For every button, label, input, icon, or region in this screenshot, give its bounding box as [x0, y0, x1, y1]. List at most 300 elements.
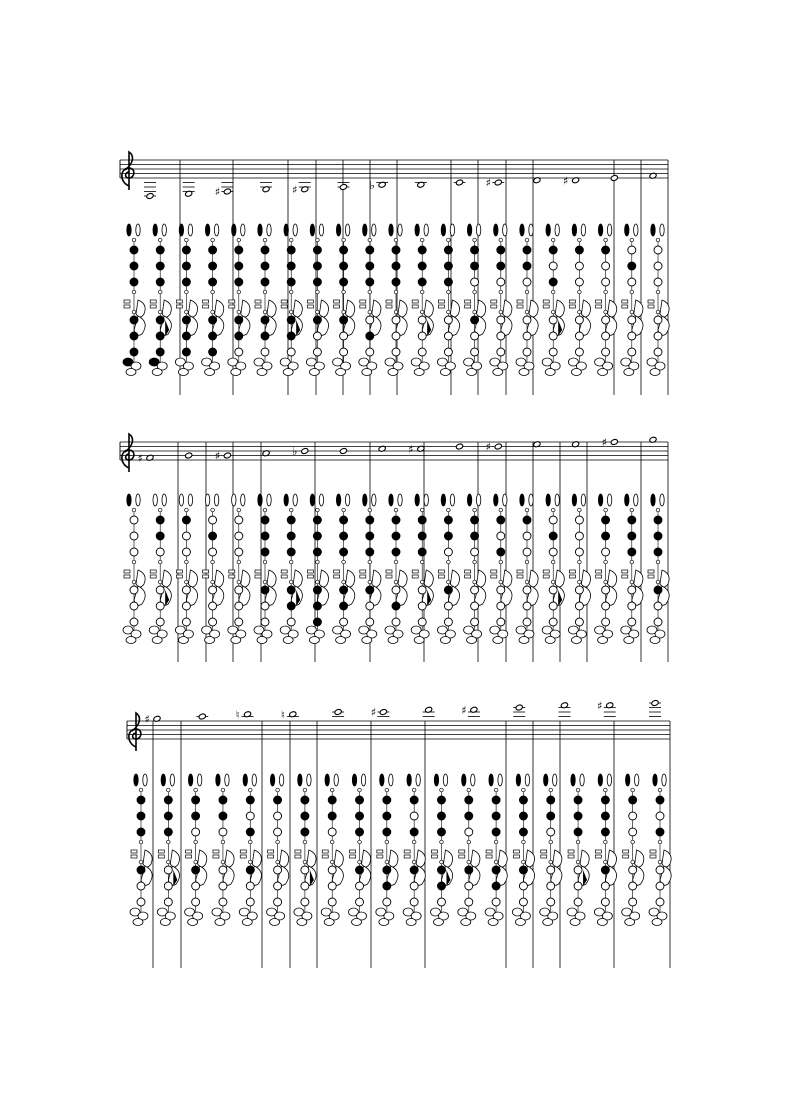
- octave-key: [415, 224, 419, 236]
- side-key: [416, 774, 420, 786]
- side-key: [124, 575, 130, 578]
- fingering-diagram: [490, 224, 512, 376]
- tone-hole: [628, 316, 636, 324]
- pearl-key: [263, 238, 267, 242]
- tone-hole: [547, 796, 555, 804]
- pearl-key: [525, 290, 529, 294]
- palm-key: [372, 570, 381, 587]
- tone-hole: [313, 602, 321, 610]
- side-key: [569, 570, 575, 573]
- pearl-key: [467, 788, 471, 792]
- side-key: [150, 305, 156, 308]
- fingering-diagram: [437, 494, 459, 644]
- pearl-key: [303, 860, 307, 864]
- fingering-diagram: [157, 774, 179, 926]
- side-key: [648, 570, 654, 573]
- fingering-diagram: [359, 494, 381, 644]
- tone-hole: [192, 796, 200, 804]
- note: [486, 441, 503, 454]
- pearl-key: [139, 840, 143, 844]
- tone-hole: [287, 548, 295, 556]
- note: [292, 183, 311, 197]
- octave-key: [462, 774, 466, 786]
- tone-hole: [235, 246, 243, 254]
- side-key: [186, 855, 192, 858]
- tone-hole: [654, 548, 662, 556]
- tone-hole: [274, 812, 282, 820]
- pearl-key: [342, 580, 346, 584]
- fingering-diagram: [149, 494, 171, 644]
- tone-hole: [383, 828, 391, 836]
- tone-hole: [549, 532, 557, 540]
- pearl-key: [237, 238, 241, 242]
- pinky-key: [362, 369, 372, 376]
- side-key: [471, 774, 475, 786]
- fingering-diagram: [202, 494, 224, 644]
- pearl-key: [263, 580, 267, 584]
- tone-hole: [209, 262, 217, 270]
- tone-hole: [492, 796, 500, 804]
- tone-hole: [137, 898, 145, 906]
- tone-hole: [235, 262, 243, 270]
- side-key: [150, 300, 156, 303]
- tone-hole: [575, 618, 583, 626]
- tone-hole: [182, 548, 190, 556]
- note: [461, 704, 480, 717]
- side-key: [360, 300, 366, 303]
- tone-hole: [287, 516, 295, 524]
- pinky-key: [379, 919, 389, 926]
- side-key: [334, 570, 340, 573]
- tone-hole: [410, 882, 418, 890]
- pearl-key: [211, 580, 215, 584]
- pearl-key: [420, 560, 424, 564]
- tone-hole: [471, 618, 479, 626]
- pearl-key: [494, 840, 498, 844]
- tone-hole: [235, 516, 243, 524]
- pearl-key: [132, 580, 136, 584]
- side-key: [345, 224, 349, 236]
- tone-hole: [274, 796, 282, 804]
- pearl-key: [604, 840, 608, 844]
- tone-hole: [182, 348, 190, 356]
- pinky-key: [543, 919, 553, 926]
- pearl-key: [551, 290, 555, 294]
- side-key: [634, 224, 638, 236]
- pearl-key: [525, 238, 529, 242]
- side-key: [404, 850, 410, 853]
- fingering-diagram: [464, 494, 486, 644]
- side-key: [412, 300, 418, 303]
- pearl-key: [549, 840, 553, 844]
- side-key: [170, 774, 174, 786]
- fingering-diagram: [649, 774, 671, 926]
- tone-hole: [444, 316, 452, 324]
- palm-key: [188, 300, 197, 317]
- side-key: [543, 575, 549, 578]
- tone-hole: [549, 278, 557, 286]
- tone-hole: [130, 246, 138, 254]
- tone-hole: [628, 548, 636, 556]
- side-key: [443, 774, 447, 786]
- pearl-key: [631, 840, 635, 844]
- palm-key: [346, 570, 355, 587]
- tone-hole: [519, 812, 527, 820]
- fingering-diagram: [485, 774, 507, 926]
- side-key: [634, 774, 638, 786]
- tone-hole: [192, 898, 200, 906]
- tone-hole: [547, 828, 555, 836]
- tone-hole: [392, 316, 400, 324]
- tone-hole: [313, 316, 321, 324]
- tone-hole: [340, 316, 348, 324]
- tone-hole: [418, 548, 426, 556]
- palm-key: [170, 850, 179, 867]
- pinky-key: [493, 637, 503, 644]
- tone-hole: [656, 898, 664, 906]
- tone-hole: [523, 348, 531, 356]
- pearl-key: [447, 310, 451, 314]
- pearl-key: [194, 860, 198, 864]
- fingering-diagram: [490, 494, 512, 644]
- tone-hole: [235, 548, 243, 556]
- side-key: [281, 300, 287, 303]
- tone-hole: [497, 618, 505, 626]
- tone-hole: [628, 532, 636, 540]
- pearl-key: [420, 508, 424, 512]
- tone-hole: [601, 882, 609, 890]
- pearl-key: [656, 560, 660, 564]
- fingering-diagram: [306, 224, 328, 376]
- pearl-key: [248, 860, 252, 864]
- pearl-key: [158, 560, 162, 564]
- side-key: [595, 850, 601, 853]
- tone-hole: [261, 246, 269, 254]
- side-key: [281, 570, 287, 573]
- tone-hole: [575, 516, 583, 524]
- pearl-key: [368, 238, 372, 242]
- pearl-key: [211, 290, 215, 294]
- fingering-diagram: [123, 224, 145, 376]
- side-key: [268, 850, 274, 853]
- fingering-diagram: [647, 494, 669, 644]
- pearl-key: [412, 860, 416, 864]
- side-key: [252, 774, 256, 786]
- pearl-key: [263, 310, 267, 314]
- tone-hole: [471, 262, 479, 270]
- pinky-key: [336, 369, 346, 376]
- side-key: [131, 855, 137, 858]
- tone-hole: [301, 882, 309, 890]
- tone-hole: [392, 246, 400, 254]
- side-key: [389, 774, 393, 786]
- side-key: [503, 494, 507, 506]
- pearl-key: [578, 238, 582, 242]
- palm-key: [635, 850, 644, 867]
- octave-key: [598, 224, 602, 236]
- pearl-key: [358, 860, 362, 864]
- pearl-key: [604, 788, 608, 792]
- pearl-key: [385, 840, 389, 844]
- tone-hole: [301, 828, 309, 836]
- tone-hole: [602, 278, 610, 286]
- pearl-key: [237, 310, 241, 314]
- tone-hole: [156, 278, 164, 286]
- side-key: [517, 305, 523, 308]
- side-key: [465, 570, 471, 573]
- staff-system: [127, 699, 671, 968]
- side-key: [431, 850, 437, 853]
- side-key: [513, 850, 519, 853]
- side-key: [543, 305, 549, 308]
- pinky-key: [461, 919, 471, 926]
- pearl-key: [303, 840, 307, 844]
- tone-hole: [392, 516, 400, 524]
- side-key: [214, 224, 218, 236]
- tone-hole: [437, 882, 445, 890]
- tone-hole: [274, 882, 282, 890]
- side-key: [240, 850, 246, 853]
- tone-hole: [656, 866, 664, 874]
- octave-key: [179, 494, 183, 506]
- tone-hole: [287, 348, 295, 356]
- tone-hole: [156, 586, 164, 594]
- palm-key: [503, 570, 512, 587]
- tone-hole: [261, 348, 269, 356]
- side-key: [623, 850, 629, 853]
- side-key: [360, 305, 366, 308]
- notehead: [610, 439, 618, 446]
- tone-hole: [328, 898, 336, 906]
- palm-key: [162, 570, 171, 587]
- tone-hole: [156, 516, 164, 524]
- tone-hole: [235, 586, 243, 594]
- note: [144, 183, 156, 200]
- pearl-key: [499, 310, 503, 314]
- pearl-key: [185, 580, 189, 584]
- note: [454, 179, 466, 186]
- tone-hole: [235, 618, 243, 626]
- octave-key: [598, 774, 602, 786]
- pearl-key: [604, 860, 608, 864]
- side-key: [517, 575, 523, 578]
- tone-hole: [497, 532, 505, 540]
- treble-clef-icon: [122, 152, 134, 190]
- tone-hole: [497, 262, 505, 270]
- pearl-key: [656, 310, 660, 314]
- tone-hole: [261, 618, 269, 626]
- tone-hole: [366, 516, 374, 524]
- tone-hole: [261, 516, 269, 524]
- fingering-diagram: [568, 224, 590, 376]
- tone-hole: [418, 516, 426, 524]
- palm-key: [136, 300, 145, 317]
- pearl-key: [494, 788, 498, 792]
- side-key: [386, 575, 392, 578]
- palm-key: [188, 570, 197, 587]
- side-key: [124, 300, 130, 303]
- pearl-key: [578, 508, 582, 512]
- palm-key: [136, 570, 145, 587]
- octave-key: [489, 774, 493, 786]
- tone-hole: [313, 278, 321, 286]
- pinky-key: [283, 637, 293, 644]
- pearl-key: [289, 310, 293, 314]
- pinky-key: [571, 369, 581, 376]
- tone-hole: [274, 866, 282, 874]
- pearl-key: [194, 840, 198, 844]
- tone-hole: [629, 828, 637, 836]
- side-key: [580, 774, 584, 786]
- pearl-key: [158, 238, 162, 242]
- pearl-key: [316, 560, 320, 564]
- octave-key: [625, 774, 629, 786]
- pearl-key: [185, 310, 189, 314]
- pinky-key: [352, 919, 362, 926]
- tone-hole: [492, 882, 500, 890]
- tone-hole: [209, 516, 217, 524]
- tone-hole: [549, 618, 557, 626]
- pinky-key: [414, 637, 424, 644]
- pinky-key: [433, 919, 443, 926]
- pinky-key: [598, 369, 608, 376]
- octave-key: [284, 224, 288, 236]
- palm-key: [362, 850, 371, 867]
- tone-hole: [471, 332, 479, 340]
- tone-hole: [182, 278, 190, 286]
- notehead: [334, 709, 342, 716]
- tone-hole: [497, 586, 505, 594]
- tone-hole: [549, 516, 557, 524]
- pearl-key: [604, 290, 608, 294]
- pinky-key: [519, 369, 529, 376]
- notehead: [223, 188, 231, 195]
- side-key: [361, 774, 365, 786]
- side-key: [650, 850, 656, 853]
- pearl-key: [185, 238, 189, 242]
- sharp-accidental: ♯: [562, 174, 569, 188]
- note: [486, 177, 505, 190]
- side-key: [450, 224, 454, 236]
- sharp-accidental: ♯: [601, 436, 607, 449]
- tone-hole: [629, 882, 637, 890]
- staff-system: [120, 434, 669, 662]
- tone-hole: [392, 618, 400, 626]
- tone-hole: [628, 516, 636, 524]
- tone-hole: [287, 246, 295, 254]
- pearl-key: [158, 580, 162, 584]
- tone-hole: [574, 828, 582, 836]
- octave-key: [127, 494, 131, 506]
- pearl-key: [551, 508, 555, 512]
- side-key: [150, 575, 156, 578]
- side-key: [214, 494, 218, 506]
- sharp-accidental: ♯: [461, 703, 467, 717]
- pearl-key: [658, 860, 662, 864]
- pearl-key: [132, 238, 136, 242]
- tone-hole: [465, 898, 473, 906]
- fingering-diagram: [621, 224, 643, 376]
- tone-hole: [575, 532, 583, 540]
- tone-hole: [219, 882, 227, 890]
- pinky-key: [309, 369, 319, 376]
- fingering-diagram: [228, 224, 250, 376]
- tone-hole: [356, 866, 364, 874]
- side-key: [465, 300, 471, 303]
- tone-hole: [340, 516, 348, 524]
- pearl-key: [276, 788, 280, 792]
- octave-key: [572, 494, 576, 506]
- tone-hole: [356, 882, 364, 890]
- tone-hole: [602, 316, 610, 324]
- tone-hole: [654, 278, 662, 286]
- side-key: [491, 300, 497, 303]
- pearl-key: [473, 290, 477, 294]
- palm-key: [319, 300, 328, 317]
- pearl-key: [167, 860, 171, 864]
- octave-key: [653, 774, 657, 786]
- tone-hole: [437, 828, 445, 836]
- tone-hole: [549, 332, 557, 340]
- tone-hole: [602, 532, 610, 540]
- pearl-key: [604, 310, 608, 314]
- pearl-key: [330, 788, 334, 792]
- tone-hole: [156, 246, 164, 254]
- tone-hole: [628, 348, 636, 356]
- tone-hole: [366, 586, 374, 594]
- tone-hole: [366, 548, 374, 556]
- pearl-key: [368, 508, 372, 512]
- tone-hole: [654, 246, 662, 254]
- side-key: [491, 570, 497, 573]
- pearl-key: [221, 860, 225, 864]
- tone-hole: [156, 348, 164, 356]
- octave-key: [188, 774, 192, 786]
- pinky-key: [126, 637, 136, 644]
- tone-hole: [523, 316, 531, 324]
- tone-hole: [366, 532, 374, 540]
- pearl-key: [221, 788, 225, 792]
- tone-hole: [287, 586, 295, 594]
- side-key: [596, 300, 602, 303]
- side-key: [176, 300, 182, 303]
- tone-hole: [574, 812, 582, 820]
- fingering-diagram: [149, 224, 171, 376]
- pinky-key: [467, 369, 477, 376]
- note: [185, 452, 193, 459]
- side-key: [360, 570, 366, 573]
- sharp-accidental: ♯: [485, 176, 491, 190]
- notehead: [379, 709, 387, 716]
- side-key: [124, 570, 130, 573]
- tone-hole: [287, 262, 295, 270]
- notehead: [223, 452, 231, 459]
- side-key: [162, 224, 166, 236]
- tone-hole: [523, 516, 531, 524]
- tone-hole: [340, 262, 348, 270]
- tone-hole: [519, 898, 527, 906]
- tone-hole: [629, 796, 637, 804]
- side-key: [124, 305, 130, 308]
- tone-hole: [356, 898, 364, 906]
- tone-hole: [182, 516, 190, 524]
- side-key: [424, 224, 428, 236]
- pearl-key: [630, 508, 634, 512]
- tone-hole: [656, 882, 664, 890]
- tone-hole: [654, 316, 662, 324]
- fingering-diagram: [385, 224, 407, 376]
- side-key: [459, 850, 465, 853]
